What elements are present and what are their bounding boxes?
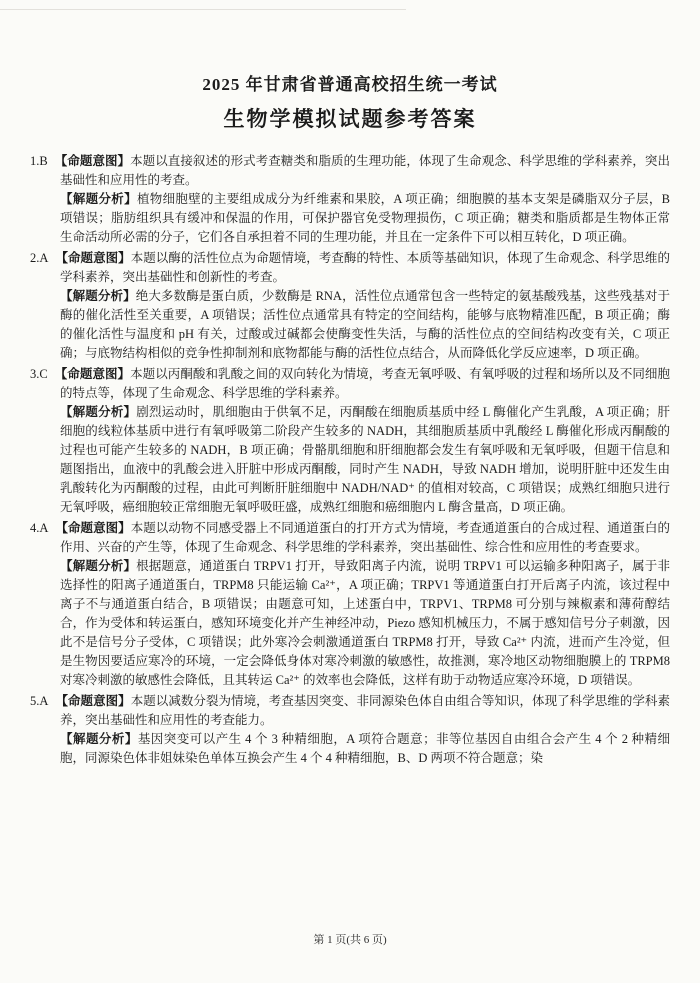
answer-number: 2.A <box>30 251 49 265</box>
answers-content <box>30 152 670 923</box>
analysis-paragraph <box>30 287 670 363</box>
analysis-text: 根据题意，通道蛋白 TRPV1 打开，导致阳离子内流，说明 TRPV1 可以运输多种阳离子，属于非选择性的阳离子通道蛋白，TRPM8 只能运输 Ca²⁺，A 项正确；TRPV1 等通道蛋白打开后离子内流，该过程中离子不与通道蛋白结合，B 项错误；由题意可知，上述蛋白中，TRPV1、TRPM8 可分别与辣椒素和薄荷醇结合，作为受体和转运蛋白，感知环境变化并产生神经冲动，Piezo 感知机械压力，不属于感知信号分子刺激，因此不是信号分子受体，C 项错误；此外寒冷会刺激通道蛋白 TRPM8 打开，导致 Ca²⁺ 内流，进而产生冷觉，但是生物因要适应寒冷的环境，一定会降低身体对寒冷刺激的敏感性，故推测，寒冷地区动物细胞膜上的 TRPM8 对寒冷刺激的敏感性会降低，且其转运 Ca²⁺ 的效率也会降低，这样有助于动物适应寒冷环境，D 项错误。 <box>60 559 670 687</box>
intent-paragraph <box>30 365 670 403</box>
answer-number: 1.B <box>30 154 48 168</box>
analysis-text: 剧烈运动时，肌细胞由于供氧不足，丙酮酸在细胞质基质中经 L 酶催化产生乳酸，A 项正确；肝细胞的线粒体基质中进行有氧呼吸第二阶段产生较多的 NADH，其细胞质基质中乳酸经 L 酶催化形成丙酮酸的过程也可能产生较多的 NADH，B 项正确；骨骼肌细胞和肝细胞都会发生有氧呼吸和无氧呼吸，但题干信息和题图指出，血液中的乳酸会进入肝脏中形成丙酮酸，同时产生 NADH，导致 NADH 增加，说明肝脏中还发生由乳酸转化为丙酮酸的过程，由此可判断肝脏细胞中 NADH/NAD⁺ 的值相对较高，C 项错误；成熟红细胞只进行无氧呼吸，癌细胞较正常细胞无氧呼吸旺盛，成熟红细胞和癌细胞内 L 酶含量高，D 项正确。 <box>60 405 670 514</box>
answer-item-1 <box>30 152 670 247</box>
intent-paragraph <box>30 249 670 287</box>
intent-paragraph <box>30 692 670 730</box>
answer-item-2 <box>30 249 670 363</box>
doc-title-line2: 生物学模拟试题参考答案 <box>223 107 477 131</box>
intent-text: 本题以酶的活性位点为命题情境，考查酶的特性、本质等基础知识，体现了生命观念、科学思维的学科素养，突出基础性和创新性的考查。 <box>60 251 670 284</box>
answer-number: 5.A <box>30 694 49 708</box>
intent-text: 本题以丙酮酸和乳酸之间的双向转化为情境，考查无氧呼吸、有氧呼吸的过程和场所以及不同细胞的特点等，体现了生命观念、科学思维的学科素养。 <box>60 367 670 400</box>
analysis-text: 绝大多数酶是蛋白质，少数酶是 RNA，活性位点通常包含一些特定的氨基酸残基，这些残基对于酶的催化活性至关重要，A 项错误；活性位点通常具有特定的空间结构，能够与底物精准匹配，B 项正确；酶的催化活性与温度和 pH 有关，过酸或过碱都会使酶变性失活，与酶的活性位点的空间结构改变有关，C 项正确；与底物结构相似的竞争性抑制剂和底物都能与酶的活性位点结合，从而降低化学反应速率，D 项正确。 <box>60 289 670 360</box>
analysis-paragraph <box>30 190 670 247</box>
intent-label: 【命题意图】 <box>55 694 131 708</box>
answer-number: 4.A <box>30 521 49 535</box>
intent-text: 本题以动物不同感受器上不同通道蛋白的打开方式为情境，考查通道蛋白的合成过程、通道蛋白的作用、兴奋的产生等，体现了生命观念、科学思维的学科素养，突出基础性、综合性和应用性的考查要求。 <box>60 521 670 554</box>
analysis-paragraph <box>30 403 670 517</box>
doc-title-line1: 2025 年甘肃省普通高校招生统一考试 <box>202 75 498 94</box>
answer-item-4 <box>30 519 670 690</box>
analysis-text: 植物细胞壁的主要组成成分为纤维素和果胶，A 项正确；细胞膜的基本支架是磷脂双分子层，B 项错误；脂肪组织具有缓冲和保温的作用，可保护器官免受物理损伤，C 项正确；糖类和脂质都是生物体正常生命活动所必需的分子，它们各自承担着不同的生理功能，并且在一定条件下可以相互转化，D 项正确。 <box>60 192 670 244</box>
answer-item-3 <box>30 365 670 517</box>
intent-paragraph <box>30 519 670 557</box>
analysis-label: 【解题分析】 <box>60 732 138 746</box>
scan-artifact-line <box>0 9 406 10</box>
analysis-label: 【解题分析】 <box>60 289 136 303</box>
analysis-paragraph <box>30 730 670 768</box>
intent-label: 【命题意图】 <box>54 367 131 381</box>
answer-item-5 <box>30 692 670 768</box>
analysis-label: 【解题分析】 <box>60 192 137 206</box>
document-header <box>0 0 700 133</box>
page-footer: 第 1 页(共 6 页) <box>0 929 700 949</box>
intent-label: 【命题意图】 <box>55 521 131 535</box>
analysis-label: 【解题分析】 <box>60 405 137 419</box>
analysis-text: 基因突变可以产生 4 个 3 种精细胞，A 项符合题意；非等位基因自由组合会产生 4 个 2 种精细胞，同源染色体非姐妹染色单体互换会产生 4 个 4 种精细胞，B、D 两项不符合题意；染 <box>60 732 670 765</box>
analysis-paragraph <box>30 557 670 690</box>
answer-number: 3.C <box>30 367 48 381</box>
intent-label: 【命题意图】 <box>54 154 131 168</box>
intent-label: 【命题意图】 <box>55 251 131 265</box>
intent-text: 本题以直接叙述的形式考查糖类和脂质的生理功能，体现了生命观念、科学思维的学科素养，突出基础性和应用性的考查。 <box>60 154 670 187</box>
intent-text: 本题以减数分裂为情境，考查基因突变、非同源染色体自由组合等知识，体现了科学思维的学科素养，突出基础性和应用性的考查能力。 <box>60 694 670 727</box>
intent-paragraph <box>30 152 670 190</box>
analysis-label: 【解题分析】 <box>60 559 137 573</box>
